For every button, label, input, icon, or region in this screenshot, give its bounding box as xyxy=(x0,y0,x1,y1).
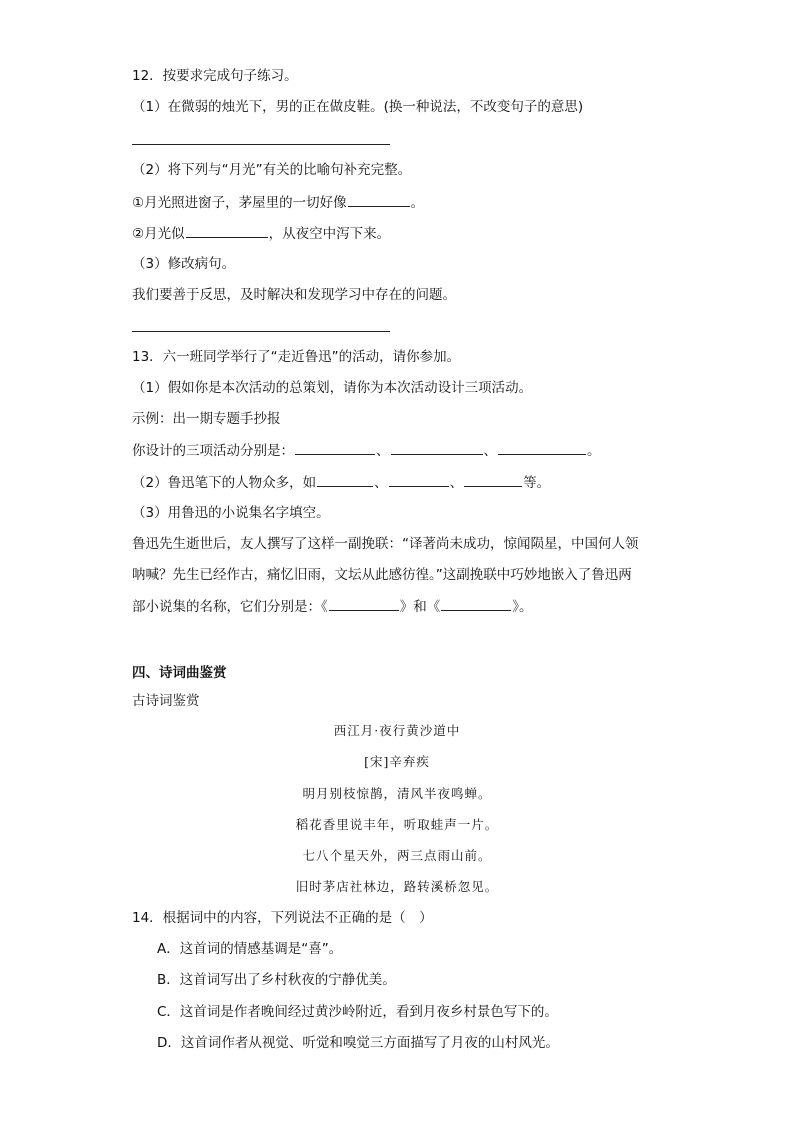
q12-part3: （3）修改病句。 xyxy=(132,256,236,272)
q12-title: 12．按要求完成句子练习。 xyxy=(132,68,298,84)
section-heading: 四、诗词曲鉴赏 xyxy=(132,665,227,681)
character-blank-1[interactable] xyxy=(317,472,373,487)
q13-part2 xyxy=(132,472,550,493)
separator: 、 xyxy=(483,443,497,459)
poem-author: [宋]辛弃疾 xyxy=(364,754,430,769)
simile-1-blank[interactable] xyxy=(348,192,410,207)
option-a[interactable]: A．这首词的情感基调是“喜”。 xyxy=(157,941,343,957)
activity-blank-1[interactable] xyxy=(295,440,375,455)
q12-simile-1 xyxy=(132,192,424,213)
part2-end: 等。 xyxy=(523,475,551,491)
q13-paragraph-line-1: 鲁迅先生逝世后，友人撰写了这样一副挽联：“译著尚未成功，惊闻陨星，中国何人领 xyxy=(132,536,639,552)
poem-line: 稻花香里说丰年，听取蛙声一片。 xyxy=(295,817,499,832)
book-blank-1[interactable] xyxy=(329,596,399,611)
activities-label: 你设计的三项活动分别是： xyxy=(132,443,294,459)
poem-title: 西江月·夜行黄沙道中 xyxy=(333,723,461,738)
q12-sick-sentence: 我们要善于反思，及时解决和发现学习中存在的问题。 xyxy=(132,287,456,303)
answer-line[interactable] xyxy=(132,144,390,145)
q13-example: 示例：出一期专题手抄报 xyxy=(132,411,281,427)
q13-paragraph-line-3 xyxy=(132,596,533,617)
part2-text: （2）鲁迅笔下的人物众多，如 xyxy=(132,475,317,491)
section-subheading: 古诗词鉴赏 xyxy=(132,693,200,709)
option-d[interactable]: D．这首词作者从视觉、听觉和嗅觉三方面描写了月夜的山村风光。 xyxy=(157,1035,559,1051)
character-blank-2[interactable] xyxy=(389,472,449,487)
q12-part2: （2）将下列与“月光”有关的比喻句补充完整。 xyxy=(132,162,412,178)
answer-line[interactable] xyxy=(132,331,390,332)
poem-line: 七八个星天外，两三点雨山前。 xyxy=(302,848,492,863)
poem-line: 明月别枝惊鹊，清风半夜鸣蝉。 xyxy=(302,786,492,801)
q13-activities xyxy=(132,440,601,461)
q13-part3: （3）用鲁迅的小说集名字填空。 xyxy=(132,505,330,521)
para3-mid: 》和《 xyxy=(399,599,441,615)
simile-1-text: ①月光照进窗子，茅屋里的一切好像 xyxy=(132,195,347,211)
book-blank-2[interactable] xyxy=(441,596,511,611)
activity-blank-3[interactable] xyxy=(498,440,586,455)
simile-2-end: ，从夜空中泻下来。 xyxy=(268,226,391,242)
option-b[interactable]: B．这首词写出了乡村秋夜的宁静优美。 xyxy=(157,972,396,988)
option-c[interactable]: C．这首词是作者晚间经过黄沙岭附近，看到月夜乡村景色写下的。 xyxy=(157,1004,558,1020)
simile-1-end: 。 xyxy=(410,195,425,211)
poem-line: 旧时茅店社林边，路转溪桥忽见。 xyxy=(295,879,499,894)
separator: 、 xyxy=(376,443,390,459)
q12-simile-2 xyxy=(132,223,390,244)
para3-end: 》。 xyxy=(512,599,533,615)
q13-title: 13．六一班同学举行了“走近鲁迅”的活动，请你参加。 xyxy=(132,349,461,365)
para3-text: 部小说集的名称，它们分别是：《 xyxy=(132,599,328,615)
q12-part1: （1）在微弱的烛光下，男的正在做皮鞋。(换一种说法，不改变句子的意思) xyxy=(132,99,584,115)
activity-blank-2[interactable] xyxy=(391,440,483,455)
separator: 、 xyxy=(374,475,388,491)
simile-2-blank[interactable] xyxy=(186,223,268,238)
q14-stem: 14．根据词中的内容，下列说法不正确的是（ ） xyxy=(132,910,433,926)
q13-part1: （1）假如你是本次活动的总策划，请你为本次活动设计三项活动。 xyxy=(132,380,533,396)
simile-2-text: ②月光似 xyxy=(132,226,185,242)
q13-paragraph-line-2: 呐喊？先生已经作古，痛忆旧雨，文坛从此感彷徨。”这副挽联中巧妙地嵌入了鲁迅两 xyxy=(132,567,632,583)
separator: 、 xyxy=(449,475,464,491)
character-blank-3[interactable] xyxy=(464,472,522,487)
activities-end: 。 xyxy=(587,443,601,459)
